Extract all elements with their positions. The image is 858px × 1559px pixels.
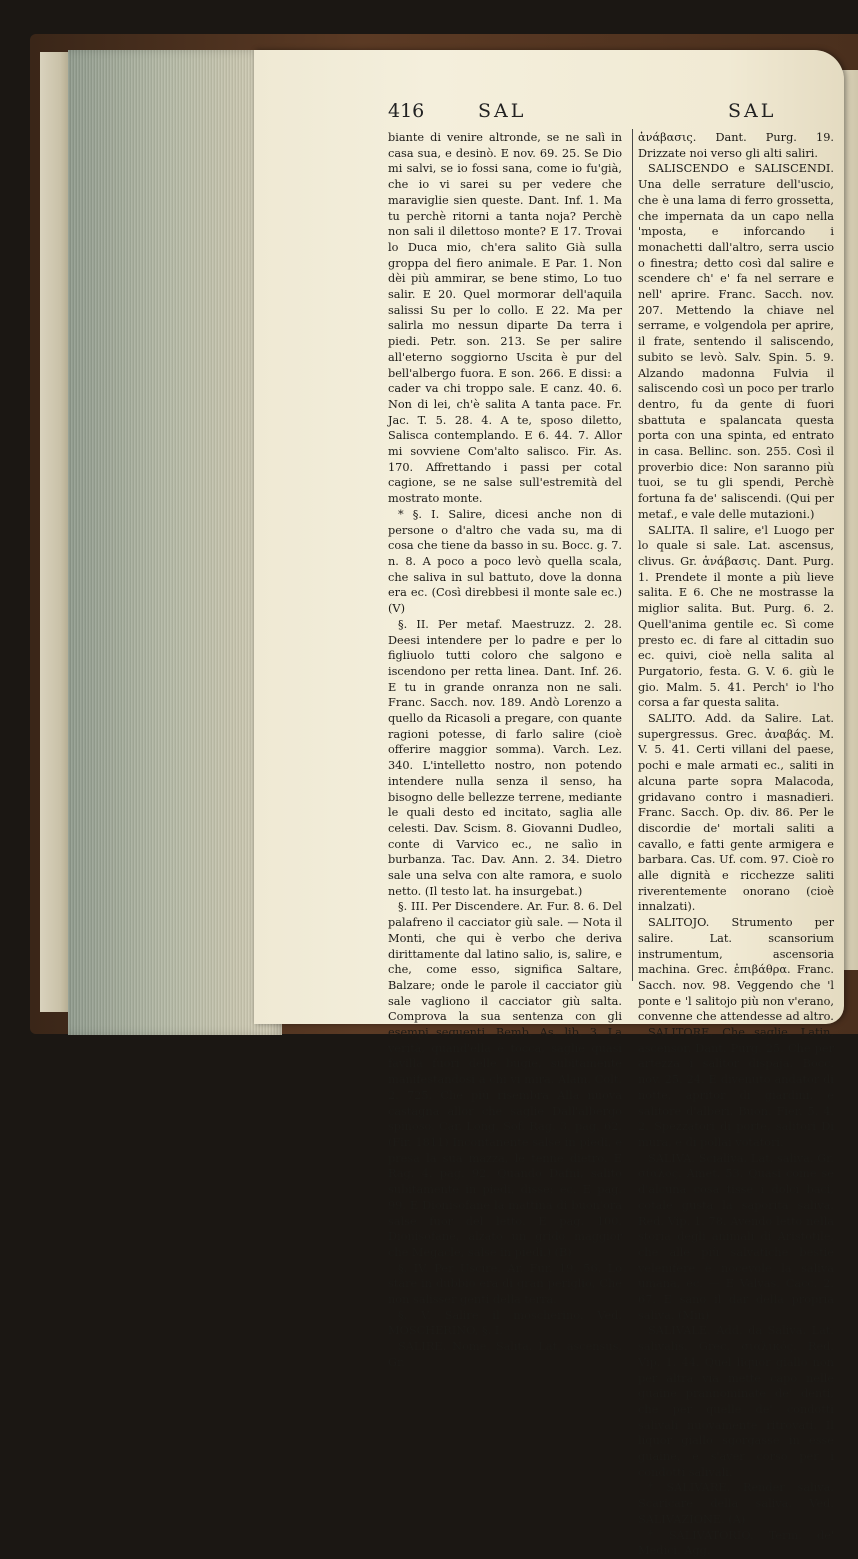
entry-paragraph: * SALIVATORIO. Term. de' Medici. Agg.	[638, 1528, 834, 1558]
entry-paragraph: SALITORE. Che saglie. Latin. ascensor. Dant. Purg. 25. Che per artezza i salitor dispaja. Bocc. nov. 25. 24. E divenuto andator di notte, apritor di giardini, e salitore d'alberi. Buon. Fier. 5. 4. 2. Spezzatori di porte, salitori Di mura, e di pollai votatori.	[638, 1026, 834, 1149]
page-number: 416	[388, 100, 425, 122]
running-head-right: SAL	[728, 100, 777, 122]
running-head-left: SAL	[478, 100, 527, 122]
entry-paragraph: * SALIVARE. Render saliva. Scaricare della saliva. Ved. SALIVAZIONE. (A)	[638, 1481, 834, 1526]
entry-paragraph: SALITA. Il salire, e'l Luogo per lo quale si sale. Lat. ascensus, clivus. Gr. ἀνάβασις. Dant. Purg. 1. Prendete il monte a più lieve salita. E 6. Che ne mostrasse la miglior salita. But. Purg. 6. 2. Quell'anima gentile ec. Sì come presto ec. di fare al cittadin suo ec. quivi, cioè nella salita al Purgatorio, festa. G. V. 6. giù le gio. Malm. 5. 41. Perch' io l'ho corsa a far questa salita.	[638, 523, 834, 710]
right-column	[638, 130, 834, 1558]
left-column	[388, 130, 622, 1371]
dictionary-page	[254, 50, 844, 1558]
entry-paragraph: SALITO. Add. da Salire. Lat. supergressus. Grec. ἀναβάς. M. V. 5. 41. Certi villani del paese, pochi e male armati ec., saliti in alcuna parte sopra Malacoda, gridavano contro i masnadieri. Franc. Sacch. Op. div. 86. Per le discordie de' mortali saliti a cavallo, e fatti gente armigera e barbara. Cas. Uf. com. 97. Cioè ro alle dignità e ricchezze saliti riverentemente onorano (cioè innalzati).	[638, 712, 834, 914]
entry-paragraph: SALIRE. Nome. Salita. Lat. ascensus. Gr.	[388, 1340, 622, 1369]
entry-paragraph: SALIVA. Scialiva. Lat. saliva. Gr. σίαλος. Amet. 53. Quasi come se d'alcuna cosa tisse i dolci baci, cotale gusta la saporita saliva. Red. Vip. 1. 78. Avendo letto nella storia degli animali di Aristotile, che alle più salvatiche bestie velenifere è nocevole la saliva umana, ec. — E Valvas. Cacc. 2. 67. E sano il dar della propria saliva. (Min)	[638, 1151, 834, 1322]
page-edges	[68, 50, 282, 1035]
column-divider	[632, 129, 633, 981]
entry-paragraph: SALITOJO. Strumento per salire. Lat. scansorium instrumentum, ascensoria machina. Grec. ἐπιβάθρα. Franc. Sacch. nov. 98. Veggendo che 'l ponte e 'l salitojo più non v'erano, convenne che attendesse ad altro.	[638, 916, 834, 1024]
entry-paragraph: §. II. Per metaf. Maestruzz. 2. 28. Deesi intendere per lo padre e per lo figliuolo tutti coloro che salgono e iscendono per retta linea. Dant. Inf. 26. E tu in grande onranza non ne sali. Franc. Sacch. nov. 189. Andò Lorenzo a quello da Ricasoli a pregare, con quante ragioni potesse, di farlo salire (cioè offerire maggior somma). Varch. Lez. 340. L'intelletto nostro, non potendo intendere nulla senza il senso, ha bisogno delle bellezze terrene, mediante le quali desto ed incitato, saglia alle celesti. Dav. Scism. 8. Giovanni Dudleo, conte di Varvico ec., ne salìo in burbanza. Tac. Dav. Ann. 2. 34. Dietro sale una selva con alte ramora, e suolo netto. (Il testo lat. ha insurgebat.)	[388, 617, 622, 898]
entry-paragraph: SALIVALE. Add. da Saliva. Lat. salivalis. Grec. σιαλικός. Red. Vip. 1. 44. Quel liquor giallo non per altra via mette capo nelle guaine prannominate de' denti, che per quelle de' condotti salivali nuovamente ritrovati. Il liquor giallo sgorgasse in esse guaine, e s'aver corso per i condotti salivali.	[638, 1324, 834, 1479]
entry-paragraph: §. III. Per Discendere. Ar. Fur. 8. 6. Del palafreno il cacciator giù sale. — Nota il Monti, che qui è verbo che deriva dirittamente dal latino salio, is, salire, e che, come esso, significa Saltare, Balzare; onde le parole il cacciator giù sale vagliono il cacciator giù salta. Comprova la sua sentenza con gli esempi seguenti. Bemb. As. lib. 3. La verità, quand'ella è tocca, saglie quasi favilla fuori delle bugie, subitamente manifestandosi a chi vi mira. Alam. Colt. 2. 725. Che più risembra Alla nuova castagna allor che saglie Dall'albergo spinoso. Car. Long. Sof. Rag. 3. pag. 62. (Fir. 1811) Incontanente salse in piedi, e presa la sua mazza, le tenne dietro. E Rag. 4. pag. 92. Quando Dafni, salito subitamente in piedi, disse: ec. E pag. 99. E Dionisofane la mattina di buon'ora salse fuor del letto. E pag. 100. Dionisofane, alzato un grido maggior che Megacle, salse in piedi.) (B)	[388, 900, 622, 1259]
entry-paragraph: SALISCENDO e SALISCENDI. Una delle serrature dell'uscio, che è una lama di ferro grossetta, che impernata da un capo nella 'mposta, e inforcando i monachetti dall'altro, serra uscio o finestra; detto così dal salire e scendere ch' e' fa nel serrare e nell' aprire. Franc. Sacch. nov. 207. Mettendo la chiave nel serrame, e volgendola per aprire, il frate, sentendo il saliscendo, subito se levò. Salv. Spin. 5. 9. Alzando madonna Fulvia il saliscendo così un poco per trarlo dentro, fu da gente di fuori sbattuta e spalancata questa porta con una spinta, ed entrato in casa. Bellinc. son. 255. Così il proverbio dice: Non saranno più tuoi, se tu gli spendi, Perchè fortuna fa de' saliscendi. (Qui per metaf., e vale delle mutazioni.)	[638, 162, 834, 521]
entry-paragraph: ἀνάβασις. Dant. Purg. 19. Drizzate noi verso gli alti saliri.	[638, 131, 834, 160]
entry-paragraph: biante di venire altronde, se ne salì in casa sua, e desinò. E nov. 69. 25. Se Dio mi salvi, se io fossi sana, come io fu'già, che io vi sarei su per vedere che maraviglie sien queste. Dant. Inf. 1. Ma tu perchè ritorni a tanta noja? Perchè non sali il dilettoso monte? E 17. Trovai lo Duca mio, ch'era salito Già sulla groppa del fiero animale. E Par. 1. Non dèi più ammirar, se bene stimo, Lo tuo salir. E 20. Quel mormorar dell'aquila salissi Su per lo collo. E 22. Ma per salirla mo nessun diparte Da terra i piedi. Petr. son. 213. Se per salire all'eterno soggiorno Uscita è pur del bell'albergo fuora. E son. 266. E dissi: a cader va chi troppo sale. E canz. 40. 6. Non di lei, ch'è salita A tanta pace. Fr. Jac. T. 5. 28. 4. A te, sposo diletto, Salisca contemplando. E 6. 44. 7. Allor mi sovviene Com'alto salisco. Fir. As. 170. Affrettando i passi per cotal cagione, se ne salse sull'estremità del mostrato monte.	[388, 131, 622, 506]
entry-paragraph: §. V. Salire il moscherino. Ved. MOSCHERINO, §. I.	[388, 1308, 622, 1338]
entry-paragraph: §. IV. Per Uscire. Ar. Fur. 19. 56. Lo stare in dubbio era di gran periglio, Che non salisser genti della terra.	[388, 1261, 622, 1307]
entry-paragraph: * §. I. Salire, dicesi anche non di persone o d'altro che vada su, ma di cosa che tiene da basso in su. Bocc. g. 7. n. 8. A poco a poco levò quella scala, che saliva in sul battuto, dove la donna era ec. (Così direbbesi il monte sale ec.) (V)	[388, 507, 622, 616]
